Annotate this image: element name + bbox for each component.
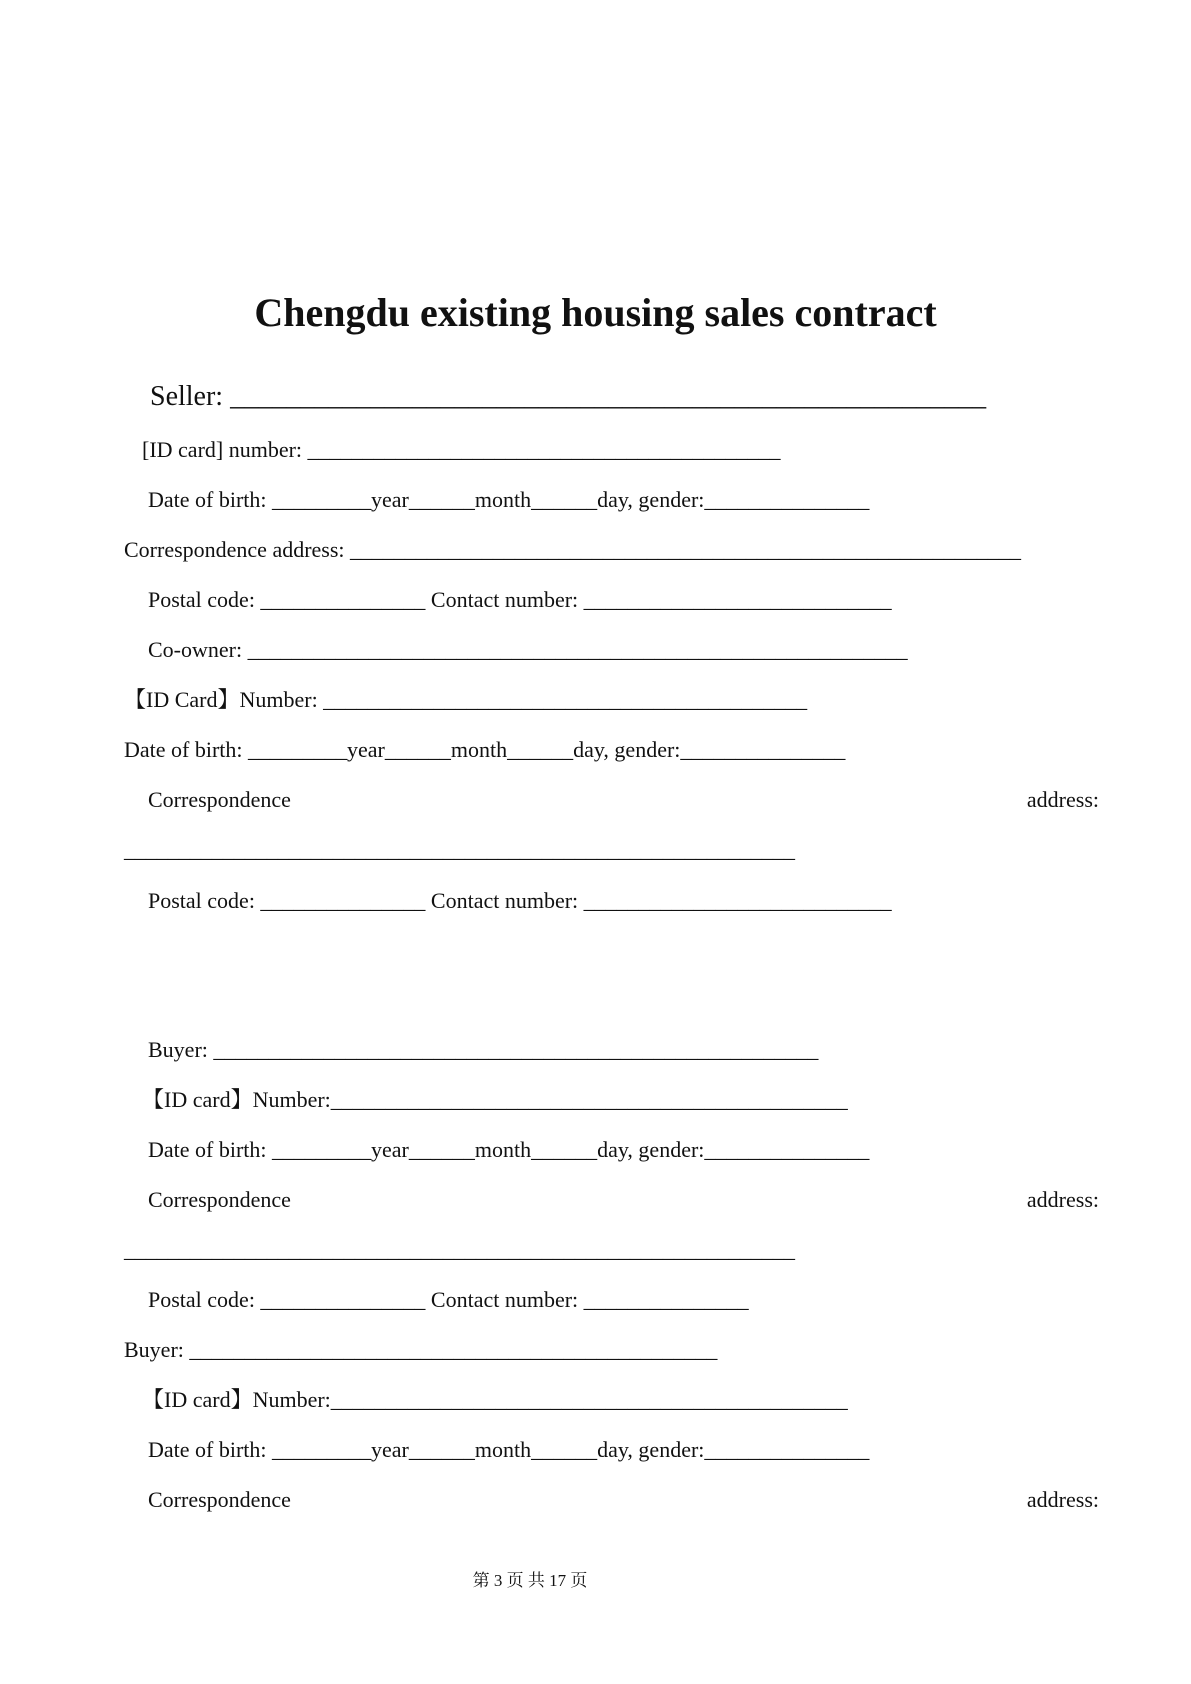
- buyer-id-line: 【ID card】Number:_______________________________________________: [142, 1087, 848, 1112]
- buyer-address-blank: _____________________________________________________________: [124, 1237, 795, 1262]
- co-owner-correspondence-label: Correspondence: [148, 787, 291, 812]
- buyer-2-birth-line: Date of birth: _________year______month______day, gender:_______________: [148, 1437, 870, 1462]
- co-owner-birth-line: Date of birth: _________year______month______day, gender:_______________: [124, 737, 846, 762]
- co-owner-postal-line: Postal code: _______________ Contact number: ____________________________: [148, 888, 892, 913]
- seller-birth-line: Date of birth: _________year______month______day, gender:_______________: [148, 487, 870, 512]
- buyer-birth-line: Date of birth: _________year______month______day, gender:_______________: [148, 1137, 870, 1162]
- buyer-correspondence-label: Correspondence: [148, 1187, 291, 1212]
- seller-address-line: Correspondence address: _____________________________________________________________: [124, 537, 1022, 562]
- seller-line: Seller: ______________________________________________________: [150, 381, 987, 412]
- co-owner-line: Co-owner: ____________________________________________________________: [148, 637, 908, 662]
- document-title: Chengdu existing housing sales contract: [254, 290, 937, 335]
- buyer-2-address-label: address:: [1026, 1487, 1099, 1512]
- buyer-2-correspondence-label: Correspondence: [148, 1487, 291, 1512]
- co-owner-id-line: 【ID Card】Number: ____________________________________________: [124, 687, 808, 712]
- buyer-2-id-line: 【ID card】Number:_______________________________________________: [142, 1387, 848, 1412]
- co-owner-address-blank: _____________________________________________________________: [124, 837, 795, 862]
- buyer-2-line: Buyer: ________________________________________________: [124, 1337, 718, 1362]
- buyer-line: Buyer: _______________________________________________________: [148, 1037, 819, 1062]
- seller-id-line: [ID card] number: ___________________________________________: [142, 437, 781, 462]
- co-owner-address-label: address:: [1026, 787, 1099, 812]
- seller-postal-line: Postal code: _______________ Contact number: ____________________________: [148, 587, 892, 612]
- buyer-address-label: address:: [1026, 1187, 1099, 1212]
- buyer-postal-line: Postal code: _______________ Contact number: _______________: [148, 1287, 749, 1312]
- page-number-footer: 第 3 页 共 17 页: [472, 1571, 588, 1590]
